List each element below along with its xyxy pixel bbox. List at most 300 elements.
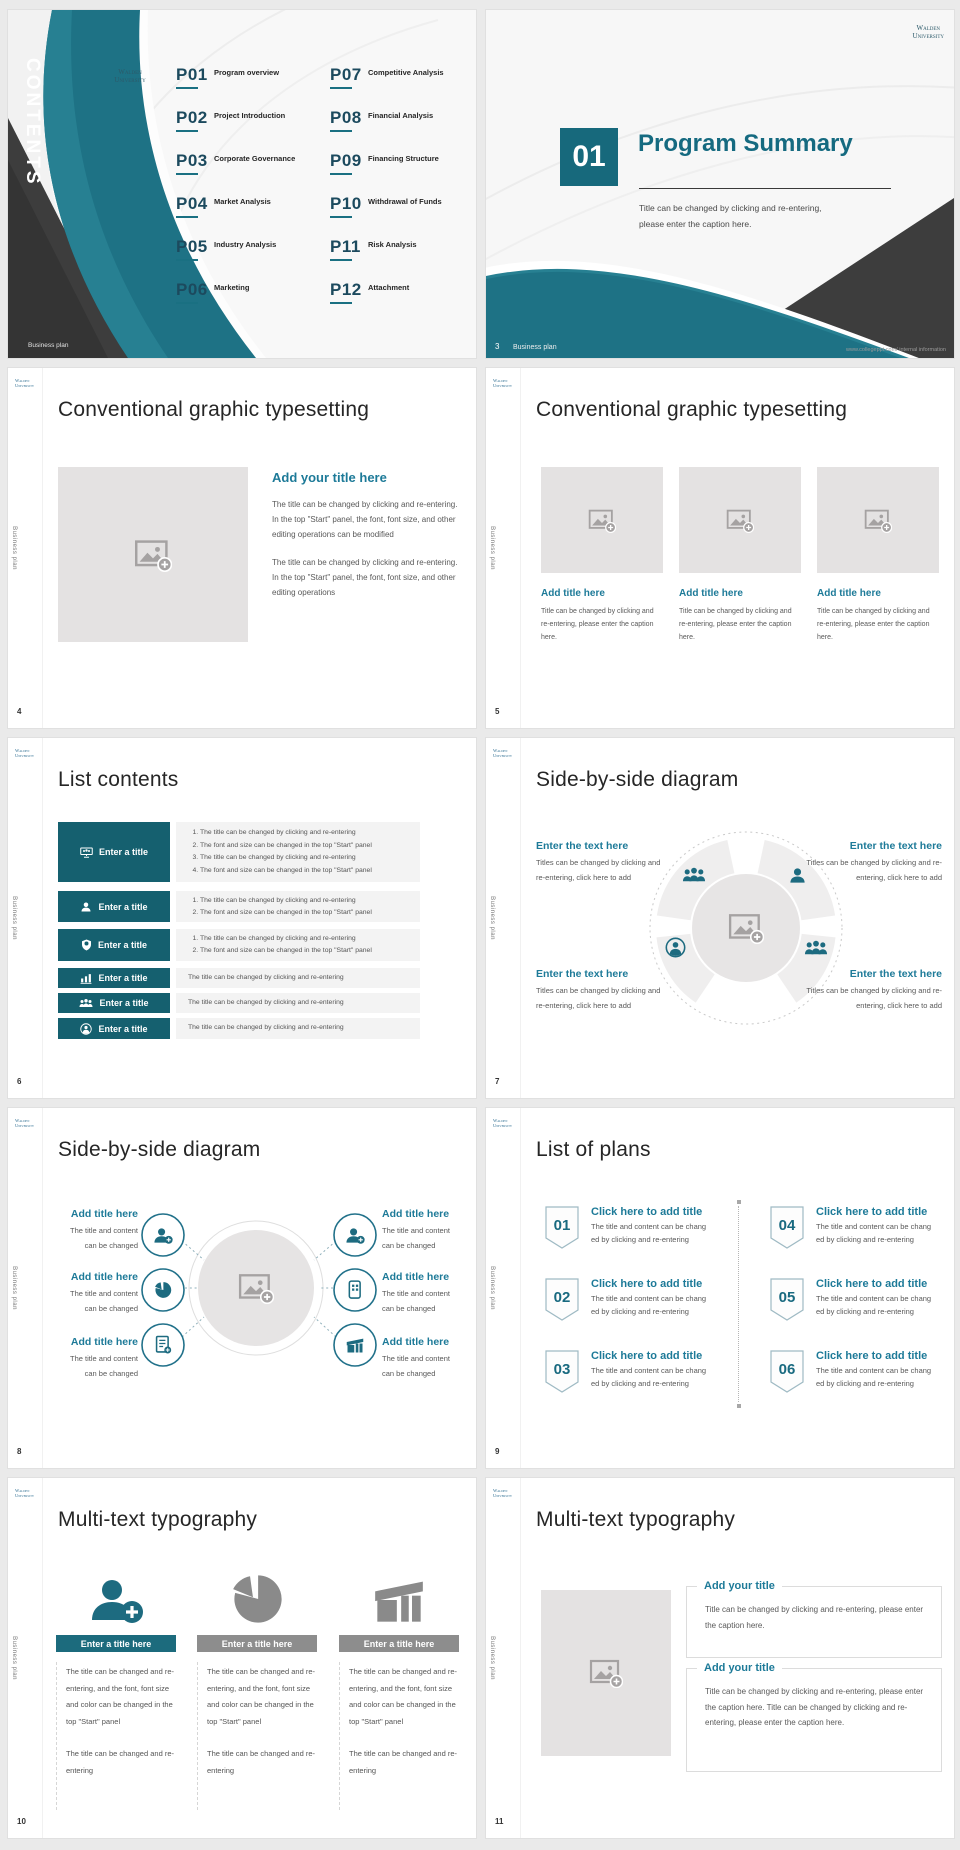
- block-caption: [382, 1286, 476, 1316]
- page-number: 7: [495, 1077, 500, 1086]
- toc-label: Marketing: [214, 283, 250, 292]
- plan-number-badge: [545, 1206, 579, 1250]
- university-logo-line2: University: [493, 753, 513, 758]
- block-heading: Enter the text here: [536, 968, 629, 980]
- box-caption: Title can be changed by clicking and re-entering, please enter the caption here.: [705, 1605, 924, 1630]
- person-badge-icon: [80, 901, 92, 913]
- column-text: [339, 1662, 459, 1810]
- plan-caption: [816, 1293, 946, 1318]
- toc-number: P11: [330, 237, 361, 256]
- margin-divider: [42, 1478, 43, 1838]
- caption-line: The title and content: [382, 1226, 450, 1235]
- image-card: [817, 467, 939, 644]
- toc-underline: [330, 130, 352, 132]
- toc-number: P04: [176, 194, 208, 213]
- university-logo-line1: Walden: [493, 1118, 508, 1123]
- list-line: The title can be changed by clicking and re-entering: [188, 999, 344, 1006]
- plan-text: [816, 1278, 946, 1318]
- toc-label: Risk Analysis: [368, 240, 417, 249]
- slide-circle-diagram[interactable]: [486, 738, 954, 1098]
- toc-label: Withdrawal of Funds: [368, 197, 442, 206]
- image-placeholder: [58, 467, 248, 642]
- plan-number: 01: [553, 1217, 571, 1234]
- plan-number-badge: [770, 1206, 804, 1250]
- page-number: 9: [495, 1447, 500, 1456]
- pie-3d-icon: [229, 1572, 285, 1626]
- side-label: Business plan: [11, 526, 17, 570]
- toc-underline: [176, 173, 198, 175]
- university-logo-line2: University: [15, 383, 35, 388]
- title-button: [58, 1018, 170, 1039]
- plan-text: [591, 1206, 721, 1246]
- block-heading: Add title here: [70, 1271, 138, 1283]
- column-icon-area: [197, 1562, 317, 1626]
- slide-typography-boxes[interactable]: [486, 1478, 954, 1838]
- toc-number: P10: [330, 194, 362, 213]
- university-logo-line2: University: [15, 753, 35, 758]
- toc-underline: [330, 302, 352, 304]
- slide-hub-diagram[interactable]: [8, 1108, 476, 1468]
- title-button: [58, 891, 170, 922]
- caption-line: The title and content can be chang: [816, 1294, 932, 1303]
- body-paragraph: The title can be changed and re-entering: [207, 1749, 315, 1775]
- box-caption: Title can be changed by clicking and re-entering, please enter the caption here. Title can be changed by clicking and re-entering, please enter the caption here.: [705, 1687, 924, 1727]
- block-caption: [18, 1286, 138, 1316]
- card-caption: Title can be changed by clicking and re-entering, please enter the caption here.: [817, 608, 930, 641]
- caption-line: The title and content: [70, 1226, 138, 1235]
- list-row: [58, 1018, 420, 1039]
- side-label: Business plan: [489, 896, 495, 940]
- body-paragraph: The title can be changed by clicking and re-entering. In the top "Start" panel, the font, font size, and other editing operations can be modified: [272, 500, 458, 539]
- toc-item: [330, 108, 476, 132]
- title-button-label: Enter a title: [98, 1023, 148, 1034]
- university-logo-line1: Walden: [916, 24, 941, 32]
- block-caption: [18, 1351, 138, 1381]
- page-number: 8: [17, 1447, 22, 1456]
- slide-title: Side-by-side diagram: [536, 768, 739, 791]
- plan-number-badge: [770, 1350, 804, 1394]
- university-logo-line1: Walden: [15, 378, 30, 383]
- caption-line: The title and content: [382, 1289, 450, 1298]
- list-line: 4. The font and size can be changed in the top "Start" panel: [200, 865, 416, 878]
- slide-contents[interactable]: [8, 10, 476, 358]
- block-heading: Enter the text here: [536, 840, 629, 852]
- team-icon: [79, 998, 93, 1008]
- section-number-box: 01: [560, 128, 618, 186]
- university-logo-line1: Walden: [118, 68, 142, 76]
- column-title-bar: Enter a title here: [197, 1635, 317, 1652]
- toc-number: P06: [176, 280, 208, 299]
- toc-number: P05: [176, 237, 208, 256]
- list-row: [58, 968, 420, 988]
- university-logo-line1: Walden: [15, 748, 30, 753]
- toc-item: [330, 65, 476, 89]
- toc-item: [330, 280, 476, 304]
- caption-line: can be changed: [382, 1304, 436, 1313]
- caption-line: The title and content can be chang: [816, 1222, 932, 1231]
- column-title-bar: Enter a title here: [56, 1635, 176, 1652]
- caption-line: The title and content: [382, 1354, 450, 1363]
- plan-number: 03: [553, 1361, 571, 1378]
- plan-heading: Click here to add title: [591, 1206, 703, 1218]
- list-row: [58, 891, 420, 922]
- column-text: [197, 1662, 317, 1810]
- page-number: 4: [17, 707, 22, 716]
- toc-item: [176, 108, 328, 132]
- slide-typesetting-single[interactable]: [8, 368, 476, 728]
- block-heading: Enter the text here: [849, 968, 942, 980]
- caption-line: ed by clicking and re-entering: [591, 1234, 689, 1244]
- text-column: [56, 1562, 176, 1810]
- plan-caption: [591, 1365, 721, 1390]
- caption-line: The title and content can be chang: [591, 1366, 707, 1375]
- slide-typography-columns[interactable]: [8, 1478, 476, 1838]
- plan-caption: [816, 1365, 946, 1390]
- presentation-screen-icon: [80, 847, 93, 858]
- block-caption: [18, 1223, 138, 1253]
- toc-number: P03: [176, 151, 208, 170]
- block-caption: [382, 1223, 476, 1253]
- toc-label: Competitive Analysis: [368, 68, 444, 77]
- side-label: Business plan: [489, 1266, 495, 1310]
- image-add-icon: [134, 538, 172, 572]
- section-title: Program Summary: [638, 130, 853, 157]
- cover-background-shapes: [8, 10, 476, 358]
- plan-caption: [816, 1221, 946, 1246]
- plan-number-badge: [545, 1350, 579, 1394]
- toc-underline: [330, 259, 352, 261]
- toc-number: P02: [176, 108, 208, 127]
- block-caption: Titles can be changed by clicking and re-entering, click here to add: [536, 858, 661, 882]
- university-logo: [15, 378, 34, 388]
- margin-divider: [42, 368, 43, 728]
- side-label: Business plan: [11, 1636, 17, 1680]
- list-panel: [176, 891, 420, 922]
- block-caption: [382, 1351, 476, 1381]
- side-label: Business plan: [489, 526, 495, 570]
- block-heading: Add title here: [382, 1336, 450, 1348]
- caption-line: The title and content: [70, 1354, 138, 1363]
- toc-item: [176, 65, 328, 89]
- column-text: [56, 1662, 176, 1810]
- toc-underline: [330, 173, 352, 175]
- nurse-plus-icon: [88, 1574, 144, 1626]
- page-number: 5: [495, 707, 500, 716]
- slide-list-of-plans[interactable]: [486, 1108, 954, 1468]
- title-button: [58, 822, 170, 882]
- list-row: [58, 822, 420, 882]
- toc-number: P08: [330, 108, 362, 127]
- caption-line: ed by clicking and re-entering: [816, 1378, 914, 1388]
- column-icon-area: [56, 1562, 176, 1626]
- title-button-label: Enter a title: [98, 847, 148, 857]
- university-logo-line1: Walden: [493, 748, 508, 753]
- diagram-text-block: [782, 968, 942, 1013]
- margin-divider: [520, 368, 521, 728]
- caption-line: can be changed: [84, 1241, 138, 1250]
- university-logo: [15, 748, 34, 758]
- plan-number: 06: [778, 1361, 796, 1378]
- university-logo: [15, 1488, 34, 1498]
- image-add-icon: [589, 1658, 623, 1688]
- plan-heading: Click here to add title: [591, 1350, 703, 1362]
- list-row: [58, 993, 420, 1013]
- toc-underline: [176, 87, 198, 89]
- body-paragraph: The title can be changed and re-entering, and the font, font size and color can be changed in the top "Start" panel: [66, 1667, 174, 1726]
- list-line: 3. The title can be changed by clicking and re-entering: [200, 852, 416, 865]
- plan-heading: Click here to add title: [591, 1278, 703, 1290]
- toc-underline: [176, 130, 198, 132]
- text-column: [197, 1562, 317, 1810]
- toc-label: Program overview: [214, 68, 280, 77]
- body-paragraph: The title can be changed and re-entering: [349, 1749, 457, 1775]
- card-caption: Title can be changed by clicking and re-entering, please enter the caption here.: [679, 608, 792, 641]
- diagram-text-block: [18, 1271, 138, 1316]
- caption-line: please enter the caption here.: [639, 219, 752, 229]
- toc-item: [176, 280, 328, 304]
- text-column: [272, 470, 464, 600]
- university-logo-line2: University: [493, 383, 513, 388]
- caption-line: can be changed: [382, 1241, 436, 1250]
- toc-item: [330, 194, 476, 218]
- plan-number: 02: [553, 1289, 571, 1306]
- plan-number-badge: [545, 1278, 579, 1322]
- slide-footer: Business plan: [28, 342, 69, 349]
- slide-title: List contents: [58, 768, 179, 791]
- toc-underline: [330, 87, 352, 89]
- diagram-text-block: [18, 1336, 138, 1381]
- plan-number-badge: [770, 1278, 804, 1322]
- title-button: [58, 968, 170, 988]
- list-line: 1. The title can be changed by clicking and re-entering: [200, 895, 416, 907]
- plan-text: [591, 1350, 721, 1390]
- image-card: [679, 467, 801, 644]
- body-paragraph: The title can be changed by clicking and re-entering. In the top "Start" panel, the font, font size, and other editing operations: [272, 558, 458, 597]
- diagram-text-block: [18, 1208, 138, 1253]
- plan-heading: Click here to add title: [816, 1206, 928, 1218]
- body-paragraph: The title can be changed and re-entering: [66, 1749, 174, 1775]
- page-number: 3: [495, 342, 500, 351]
- title-button-label: Enter a title: [99, 998, 149, 1008]
- card-heading: Add title here: [679, 588, 743, 599]
- card-heading: Add title here: [541, 588, 605, 599]
- university-logo-line1: Walden: [493, 378, 508, 383]
- caption-line: ed by clicking and re-entering: [816, 1234, 914, 1244]
- list-line: 2. The font and size can be changed in the top "Start" panel: [200, 907, 416, 919]
- caption-line: The title and content can be chang: [816, 1366, 932, 1375]
- slide-title: Side-by-side diagram: [58, 1138, 261, 1161]
- toc-number: P09: [330, 151, 362, 170]
- caption-box: [686, 1662, 942, 1772]
- list-line: The title can be changed by clicking and re-entering: [188, 974, 344, 981]
- university-logo: [913, 24, 944, 40]
- body-paragraph: The title can be changed and re-entering, and the font, font size and color can be changed in the top "Start" panel: [207, 1667, 315, 1726]
- block-caption: Titles can be changed by clicking and re-entering, click here to add: [806, 858, 942, 882]
- image-placeholder: [817, 467, 939, 573]
- university-logo-line2: University: [493, 1493, 513, 1498]
- toc-label: Financial Analysis: [368, 111, 434, 120]
- shield-icon: [81, 939, 92, 951]
- summary-background-shapes: [486, 10, 954, 358]
- toc-item: [330, 151, 476, 175]
- page-number: 10: [17, 1817, 26, 1826]
- contents-vertical-title: CONTENTS: [22, 58, 43, 187]
- page-number: 6: [17, 1077, 22, 1086]
- diagram-text-block: [536, 840, 664, 885]
- toc-item: [176, 151, 328, 175]
- image-add-icon: [588, 508, 616, 533]
- block-heading: Add title here: [70, 1208, 138, 1220]
- block-heading: Add title here: [382, 1208, 450, 1220]
- university-logo-line2: University: [15, 1123, 35, 1128]
- list-panel: [176, 968, 420, 988]
- card-caption: Title can be changed by clicking and re-entering, please enter the caption here.: [541, 608, 654, 641]
- toc-label: Attachment: [368, 283, 410, 292]
- title-button-label: Enter a title: [98, 901, 148, 912]
- list-panel: [176, 1018, 420, 1039]
- toc-underline: [176, 216, 198, 218]
- list-panel: [176, 822, 420, 882]
- slide-title: Conventional graphic typesetting: [536, 398, 848, 421]
- column-icon-area: [339, 1562, 459, 1626]
- plan-number: 04: [778, 1217, 796, 1234]
- caption-line: ed by clicking and re-entering: [591, 1378, 689, 1388]
- image-add-icon: [726, 508, 754, 533]
- plan-heading: Click here to add title: [816, 1278, 928, 1290]
- list-line: The title can be changed by clicking and re-entering: [188, 1024, 344, 1031]
- list-panel: [176, 993, 420, 1013]
- list-line: 2. The font and size can be changed in the top "Start" panel: [200, 945, 416, 957]
- image-add-icon: [864, 508, 892, 533]
- plan-caption: [591, 1221, 721, 1246]
- storefront-icon: [370, 1574, 428, 1626]
- list-panel: [176, 929, 420, 961]
- slide-footer: Business plan: [513, 344, 557, 351]
- toc-item: [176, 237, 328, 261]
- side-label: Business plan: [489, 1636, 495, 1680]
- diagram-text-block: [382, 1208, 476, 1253]
- side-label: Business plan: [11, 1266, 17, 1310]
- slide-title: Conventional graphic typesetting: [58, 398, 370, 421]
- image-placeholder: [541, 467, 663, 573]
- toc-number: P12: [330, 280, 362, 299]
- margin-divider: [42, 738, 43, 1098]
- plan-text: [591, 1278, 721, 1318]
- toc-label: Market Analysis: [214, 197, 271, 206]
- university-logo-line2: University: [15, 1493, 35, 1498]
- caption-line: ed by clicking and re-entering: [816, 1306, 914, 1316]
- diagram-text-block: [382, 1336, 476, 1381]
- title-button-label: Enter a title: [97, 940, 147, 950]
- margin-divider: [520, 1478, 521, 1838]
- toc-label: Industry Analysis: [214, 240, 277, 249]
- block-caption: Titles can be changed by clicking and re-entering, click here to add: [806, 986, 942, 1010]
- toc-underline: [176, 302, 198, 304]
- toc-item: [176, 194, 328, 218]
- plan-heading: Click here to add title: [816, 1350, 928, 1362]
- text-column: [339, 1562, 459, 1810]
- page-number: 11: [495, 1817, 504, 1826]
- university-logo-line2: University: [912, 32, 944, 40]
- card-heading: Add title here: [817, 588, 881, 599]
- margin-divider: [520, 1108, 521, 1468]
- list-line: 1. The title can be changed by clicking and re-entering: [200, 827, 416, 840]
- caption-line: can be changed: [84, 1369, 138, 1378]
- university-logo-line2: University: [114, 76, 146, 84]
- list-line: 1. The title can be changed by clicking and re-entering: [200, 933, 416, 945]
- block-caption: Titles can be changed by clicking and re-entering, click here to add: [536, 986, 661, 1010]
- toc-underline: [330, 216, 352, 218]
- column-title-bar: Enter a title here: [339, 1635, 459, 1652]
- slide-title: List of plans: [536, 1138, 651, 1161]
- university-logo-line1: Walden: [493, 1488, 508, 1493]
- box-heading: Add your title: [697, 1662, 782, 1674]
- lecturer-icon: [80, 1023, 92, 1035]
- title-underline: [639, 188, 891, 189]
- university-logo: [493, 378, 512, 388]
- diagram-text-block: [536, 968, 664, 1013]
- margin-divider: [520, 738, 521, 1098]
- body-paragraph: The title can be changed and re-entering, and the font, font size and color can be changed in the top "Start" panel: [349, 1667, 457, 1726]
- slide-title: Multi-text typography: [536, 1508, 736, 1531]
- list-row: [58, 929, 420, 961]
- section-caption: [639, 200, 822, 232]
- title-button: [58, 929, 170, 961]
- side-label: Business plan: [11, 896, 17, 940]
- slide-typesetting-triple[interactable]: [486, 368, 954, 728]
- university-logo-line1: Walden: [15, 1488, 30, 1493]
- toc-label: Project Introduction: [214, 111, 286, 120]
- caption-line: Title can be changed by clicking and re-entering,: [639, 203, 822, 213]
- column-divider: [738, 1206, 739, 1402]
- list-rows: [58, 822, 420, 1039]
- plan-text: [816, 1206, 946, 1246]
- title-button-label: Enter a title: [98, 973, 148, 983]
- plan-text: [816, 1350, 946, 1390]
- footer-url: www.collegeppt.com/ internal information: [846, 347, 946, 353]
- university-logo: [493, 1118, 512, 1128]
- toc-number: P07: [330, 65, 362, 84]
- university-logo: [493, 748, 512, 758]
- university-logo: [94, 68, 166, 84]
- toc-label: Financing Structure: [368, 154, 439, 163]
- university-logo: [493, 1488, 512, 1498]
- image-card: [541, 467, 663, 644]
- diagram-text-block: [782, 840, 942, 885]
- university-logo-line1: Walden: [15, 1118, 30, 1123]
- plan-number: 05: [778, 1289, 796, 1306]
- toc-number: P01: [176, 65, 208, 84]
- caption-box: [686, 1580, 942, 1658]
- caption-line: can be changed: [84, 1304, 138, 1313]
- toc-item: [330, 237, 476, 261]
- block-heading: Enter the text here: [849, 840, 942, 852]
- plan-caption: [591, 1293, 721, 1318]
- block-heading: Add title here: [70, 1336, 138, 1348]
- block-heading: Add title here: [382, 1271, 450, 1283]
- slide-program-summary[interactable]: [486, 10, 954, 358]
- slide-list-contents[interactable]: [8, 738, 476, 1098]
- slide-title: Multi-text typography: [58, 1508, 258, 1531]
- title-button: [58, 993, 170, 1013]
- university-logo-line2: University: [493, 1123, 513, 1128]
- caption-line: ed by clicking and re-entering: [591, 1306, 689, 1316]
- caption-line: The title and content can be chang: [591, 1294, 707, 1303]
- diagram-text-block: [382, 1271, 476, 1316]
- image-placeholder: [679, 467, 801, 573]
- box-heading: Add your title: [697, 1580, 782, 1592]
- toc-underline: [176, 259, 198, 261]
